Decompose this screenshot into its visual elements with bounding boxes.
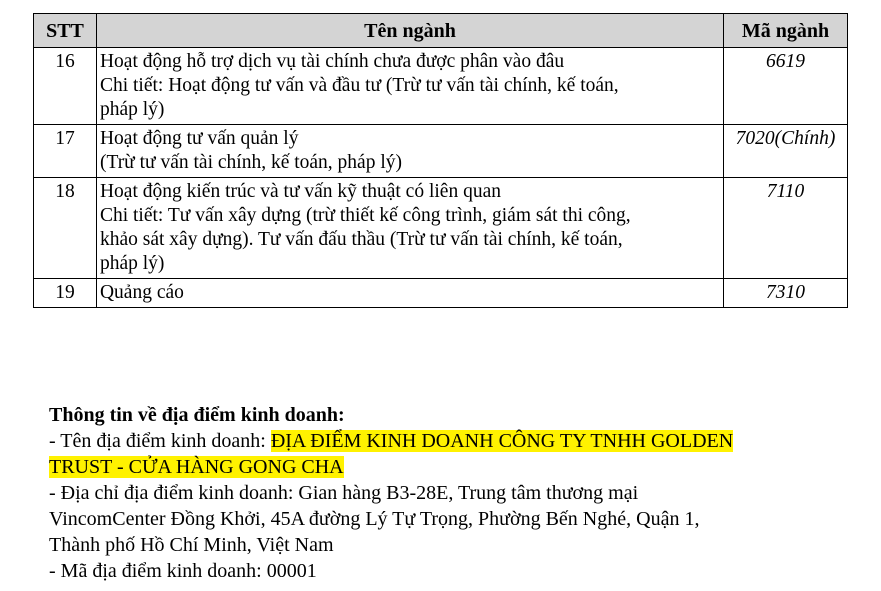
location-code-line: - Mã địa điểm kinh doanh: 00001 <box>49 560 317 582</box>
address-line-3: Thành phố Hồ Chí Minh, Việt Nam <box>49 534 334 556</box>
business-location-info <box>49 402 869 584</box>
row-line: Chi tiết: Tư vấn xây dựng (trừ thiết kế công trình, giám sát thi công, <box>99 205 631 226</box>
row-ten-nganh <box>96 279 723 308</box>
table-row <box>34 178 848 279</box>
location-name-line <box>49 428 869 454</box>
header-ma-nganh: Mã ngành <box>724 14 848 48</box>
row-stt: 17 <box>34 125 97 178</box>
row-ten-nganh <box>96 48 723 125</box>
row-line: Hoạt động hỗ trợ dịch vụ tài chính chưa được phân vào đâu <box>99 51 565 72</box>
row-line: (Trừ tư vấn tài chính, kế toán, pháp lý) <box>99 152 402 173</box>
row-ma-nganh: 7020(Chính) <box>724 125 848 178</box>
location-name-label: - Tên địa điểm kinh doanh: <box>49 430 271 452</box>
row-line: Chi tiết: Hoạt động tư vấn và đầu tư (Trừ tư vấn tài chính, kế toán, <box>99 75 619 96</box>
location-name-value-line1: ĐỊA ĐIỂM KINH DOANH CÔNG TY TNHH GOLDEN <box>270 430 734 452</box>
info-heading: Thông tin về địa điểm kinh doanh: <box>49 404 345 426</box>
address-line-1: - Địa chỉ địa điểm kinh doanh: Gian hàng B3-28E, Trung tâm thương mại <box>49 482 639 504</box>
table-row <box>34 125 848 178</box>
row-line: Quảng cáo <box>99 282 184 303</box>
row-stt: 18 <box>34 178 97 279</box>
row-line: Hoạt động kiến trúc và tư vấn kỹ thuật có liên quan <box>99 181 501 202</box>
header-ten-nganh: Tên ngành <box>96 14 723 48</box>
row-line: pháp lý) <box>99 253 165 274</box>
row-ma-nganh: 6619 <box>724 48 848 125</box>
location-name-value-line2: TRUST - CỬA HÀNG GONG CHA <box>49 456 344 478</box>
header-stt: STT <box>34 14 97 48</box>
row-ma-nganh: 7110 <box>724 178 848 279</box>
table-header-row <box>34 14 848 48</box>
location-name-continuation <box>49 454 869 480</box>
table-row <box>34 279 848 308</box>
row-line: khảo sát xây dựng). Tư vấn đấu thầu (Trừ tư vấn tài chính, kế toán, <box>99 229 623 250</box>
row-line: Hoạt động tư vấn quản lý <box>99 128 299 149</box>
row-line: pháp lý) <box>99 99 165 120</box>
table-row <box>34 48 848 125</box>
address-line-2: VincomCenter Đồng Khởi, 45A đường Lý Tự Trọng, Phường Bến Nghé, Quận 1, <box>49 508 700 530</box>
row-ten-nganh <box>96 178 723 279</box>
row-ten-nganh <box>96 125 723 178</box>
row-stt: 19 <box>34 279 97 308</box>
row-stt: 16 <box>34 48 97 125</box>
business-lines-table <box>33 13 848 308</box>
row-ma-nganh: 7310 <box>724 279 848 308</box>
